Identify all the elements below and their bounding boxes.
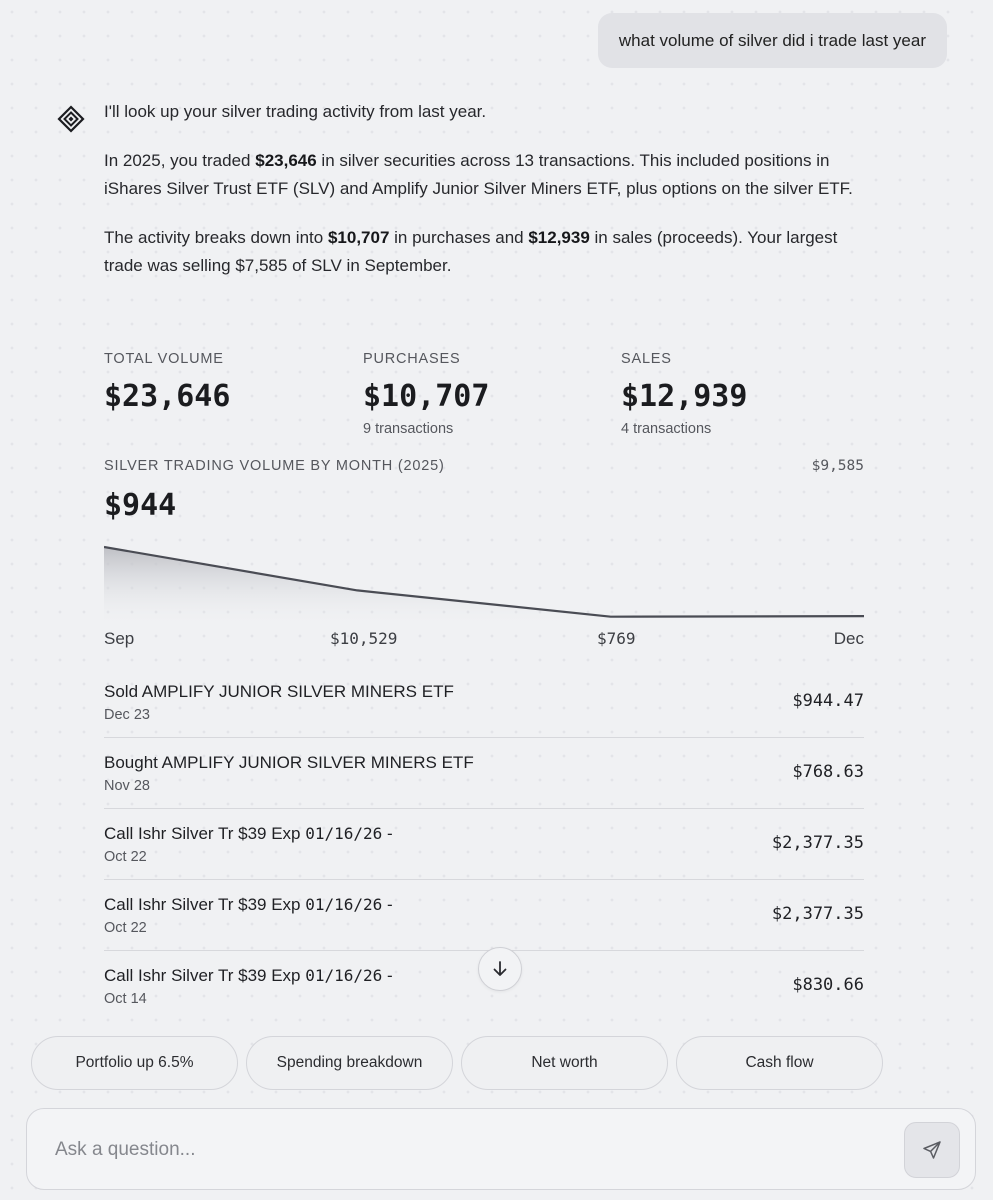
summary-text: in silver securities across 13 transactions. This included positions in iShares Silver Trust ETF (SLV) and Amplify Junior Silver Miners ETF, plus options on the silver ETF. <box>104 150 853 198</box>
transaction-name <box>104 753 474 773</box>
transaction-name <box>104 682 454 702</box>
transaction-row[interactable] <box>104 809 864 880</box>
breakdown-text: in sales (proceeds). Your largest trade was selling $7,585 of SLV in September. <box>104 227 838 275</box>
transaction-expiry-date: 01/16/26 <box>305 824 383 843</box>
suggestion-chip-spending[interactable]: Spending breakdown <box>246 1036 453 1090</box>
breakdown-purchases: $10,707 <box>327 227 390 247</box>
assistant-summary-paragraph <box>104 147 868 204</box>
transaction-amount: $944.47 <box>792 691 864 711</box>
transaction-date: Oct 22 <box>104 849 147 865</box>
stat-subtext: 4 transactions <box>621 421 712 437</box>
transaction-name-text: Call Ishr Silver Tr $39 Exp <box>104 966 306 985</box>
chart-current-value: $944 <box>104 488 177 523</box>
transaction-name-suffix: - <box>382 966 393 985</box>
transaction-name-suffix: - <box>382 824 393 843</box>
assistant-message <box>104 98 868 281</box>
stat-subtext: 9 transactions <box>363 421 454 437</box>
transaction-expiry-date: 01/16/26 <box>305 895 383 914</box>
question-input[interactable] <box>53 1133 857 1167</box>
transaction-name-text: Sold AMPLIFY JUNIOR SILVER MINERS ETF <box>104 682 454 701</box>
stat-value: $23,646 <box>104 379 231 414</box>
stat-label: SALES <box>621 351 672 367</box>
transaction-row[interactable] <box>104 667 864 738</box>
transaction-name <box>104 824 393 844</box>
breakdown-sales: $12,939 <box>528 227 590 247</box>
stat-sales <box>621 351 747 437</box>
summary-total-volume: $23,646 <box>255 150 317 170</box>
send-icon <box>922 1140 942 1160</box>
x-tick-label: Dec <box>833 629 864 648</box>
message-composer <box>26 1108 976 1190</box>
chart-title: SILVER TRADING VOLUME BY MONTH (2025) <box>104 458 445 474</box>
transaction-name <box>104 895 393 915</box>
transaction-amount: $768.63 <box>792 762 864 782</box>
stat-value: $10,707 <box>363 379 490 414</box>
transaction-expiry-date: 01/16/26 <box>305 966 383 985</box>
transaction-amount: $830.66 <box>792 975 864 995</box>
user-message-bubble <box>598 13 947 68</box>
breakdown-text: in purchases and <box>389 227 529 247</box>
transaction-date: Oct 22 <box>104 920 147 936</box>
chart-max-label: $9,585 <box>811 458 864 474</box>
transaction-amount: $2,377.35 <box>771 904 864 924</box>
stat-total-volume <box>104 351 230 417</box>
transaction-date: Oct 14 <box>104 991 147 1007</box>
assistant-intro: I'll look up your silver trading activity from last year. <box>104 102 487 121</box>
transaction-name-suffix: - <box>382 895 393 914</box>
volume-chart[interactable] <box>104 535 864 625</box>
suggestion-chip-portfolio[interactable]: Portfolio up 6.5% <box>31 1036 238 1090</box>
x-tick-label: Sep <box>104 629 135 648</box>
transaction-amount: $2,377.35 <box>771 833 864 853</box>
x-tick-label: $769 <box>597 629 636 648</box>
assistant-breakdown-paragraph <box>104 224 868 281</box>
transaction-date: Dec 23 <box>104 707 150 723</box>
transaction-name-text: Call Ishr Silver Tr $39 Exp <box>104 895 306 914</box>
transaction-row[interactable] <box>104 880 864 951</box>
user-message-text: what volume of silver did i trade last year <box>618 30 926 50</box>
send-button[interactable] <box>904 1122 960 1178</box>
summary-text: In 2025, you traded <box>104 150 256 170</box>
stat-purchases <box>363 351 489 437</box>
breakdown-text: The activity breaks down into <box>104 227 328 247</box>
transaction-date: Nov 28 <box>104 778 150 794</box>
suggestion-chip-cash-flow[interactable]: Cash flow <box>676 1036 883 1090</box>
scroll-down-button[interactable] <box>478 947 522 991</box>
stat-label: TOTAL VOLUME <box>104 351 224 367</box>
chart-area-fill <box>104 547 864 625</box>
transaction-name-text: Call Ishr Silver Tr $39 Exp <box>104 824 306 843</box>
arrow-down-icon <box>491 960 509 978</box>
x-tick-label: $10,529 <box>330 629 398 648</box>
transaction-name <box>104 966 393 986</box>
transaction-name-text: Bought AMPLIFY JUNIOR SILVER MINERS ETF <box>104 753 474 772</box>
assistant-logo-icon <box>56 104 86 134</box>
stat-label: PURCHASES <box>363 351 461 367</box>
stats-summary <box>104 351 864 443</box>
suggestion-chip-net-worth[interactable]: Net worth <box>461 1036 668 1090</box>
stat-value: $12,939 <box>621 379 748 414</box>
transaction-row[interactable] <box>104 738 864 809</box>
